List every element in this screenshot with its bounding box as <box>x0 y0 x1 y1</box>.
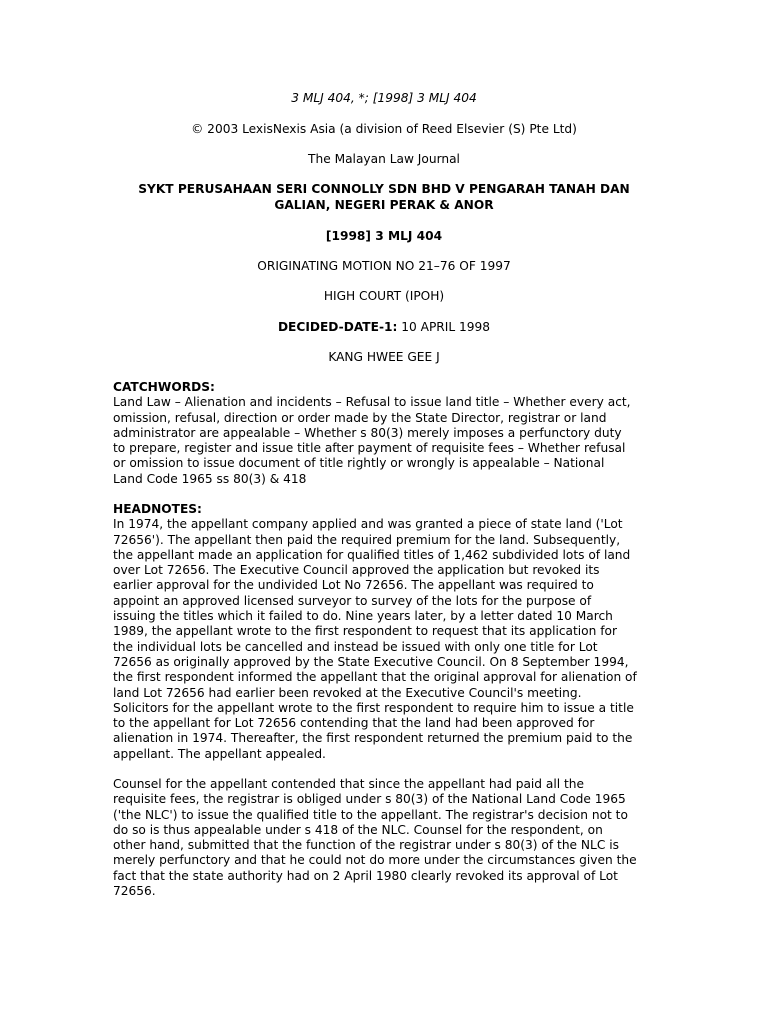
decided-date <box>0 319 768 335</box>
counsel-line: fact that the state authority had on 2 April 1980 clearly revoked its approval of Lot <box>113 868 618 883</box>
counsel-line: ('the NLC') to issue the qualified title to the appellant. The registrar's decision not to <box>113 807 628 822</box>
headnotes-line: 72656 as originally approved by the State Executive Council. On 8 September 1994, <box>113 654 629 669</box>
headnotes-line: the individual lots be cancelled and instead be issued with only one title for Lot <box>113 639 598 654</box>
headnotes-line: 1989, the appellant wrote to the first respondent to request that its application for <box>113 624 617 639</box>
catchwords-line: Land Law – Alienation and incidents – Refusal to issue land title – Whether every act, <box>113 395 631 410</box>
headnotes-line: to the appellant for Lot 72656 contending that the land had been approved for <box>113 716 595 731</box>
counsel-line: Counsel for the appellant contended that since the appellant had paid all the <box>113 777 585 791</box>
judge-name: KANG HWEE GEE J <box>328 350 440 364</box>
catchwords-line: to prepare, register and issue title after payment of requisite fees – Whether refusal <box>113 441 626 456</box>
counsel-line: requisite fees, the registrar is obliged under s 80(3) of the National Land Code 1965 <box>113 792 626 807</box>
headnotes-line: over Lot 72656. The Executive Council approved the application but revoked its <box>113 563 600 578</box>
decided-date-value: 10 APRIL 1998 <box>397 320 491 334</box>
case-title-line: GALIAN, NEGERI PERAK & ANOR <box>274 198 494 212</box>
headnotes-line: Solicitors for the appellant wrote to the first respondent to require him to issue a title <box>113 700 634 715</box>
headnotes-section <box>113 502 658 762</box>
catchwords-heading: CATCHWORDS: <box>113 380 215 394</box>
headnotes-heading: HEADNOTES: <box>113 502 202 516</box>
counsel-paragraph <box>113 777 658 899</box>
headnotes-line: 72656'). The appellant then paid the required premium for the land. Subsequently, <box>113 532 621 547</box>
headnotes-line: appellant. The appellant appealed. <box>113 746 326 761</box>
counsel-line: merely perfunctory and that he could not do more under the circumstances given the <box>113 853 637 868</box>
motion-number: ORIGINATING MOTION NO 21–76 OF 1997 <box>257 259 511 273</box>
headnotes-line: alienation in 1974. Thereafter, the first respondent returned the premium paid to the <box>113 731 633 746</box>
journal-name: The Malayan Law Journal <box>308 152 460 166</box>
counsel-line: 72656. <box>113 884 156 899</box>
headnotes-line: the first respondent informed the appellant that the original approval for alienation of <box>113 670 637 685</box>
catchwords-section <box>113 380 658 487</box>
counsel-line: other hand, submitted that the function of the registrar under s 80(3) of the NLC is <box>113 838 619 853</box>
decided-date-label: DECIDED-DATE-1: <box>277 320 398 334</box>
headnotes-line: the appellant made an application for qualified titles of 1,462 subdivided lots of land <box>113 547 631 562</box>
case-title-line: SYKT PERUSAHAAN SERI CONNOLLY SDN BHD V PENGARAH TANAH DAN <box>138 182 630 196</box>
court-name: HIGH COURT (IPOH) <box>323 289 445 303</box>
counsel-line: do so is thus appealable under s 418 of the NLC. Counsel for the respondent, on <box>113 822 603 837</box>
citation: 3 MLJ 404, *; [1998] 3 MLJ 404 <box>291 91 477 105</box>
copyright-notice: © 2003 LexisNexis Asia (a division of Reed Elsevier (S) Pte Ltd) <box>191 122 577 136</box>
headnotes-line: issuing the titles which it failed to do. Nine years later, by a letter dated 10 March <box>113 609 613 624</box>
catchwords-line: administrator are appealable – Whether s 80(3) merely imposes a perfunctory duty <box>113 425 622 440</box>
report-reference: [1998] 3 MLJ 404 <box>325 229 443 243</box>
headnotes-line: land Lot 72656 had earlier been revoked at the Executive Council's meeting. <box>113 685 582 700</box>
catchwords-line: omission, refusal, direction or order made by the State Director, registrar or land <box>113 410 607 425</box>
headnotes-line: earlier approval for the undivided Lot No 72656. The appellant was required to <box>113 578 594 593</box>
headnotes-line: In 1974, the appellant company applied and was granted a piece of state land ('Lot <box>113 517 623 532</box>
headnotes-line: appoint an approved licensed surveyor to survey of the lots for the purpose of <box>113 593 592 608</box>
case-title <box>0 181 768 213</box>
catchwords-line: or omission to issue document of title rightly or wrongly is appealable – National <box>113 456 605 471</box>
catchwords-line: Land Code 1965 ss 80(3) & 418 <box>113 471 307 486</box>
